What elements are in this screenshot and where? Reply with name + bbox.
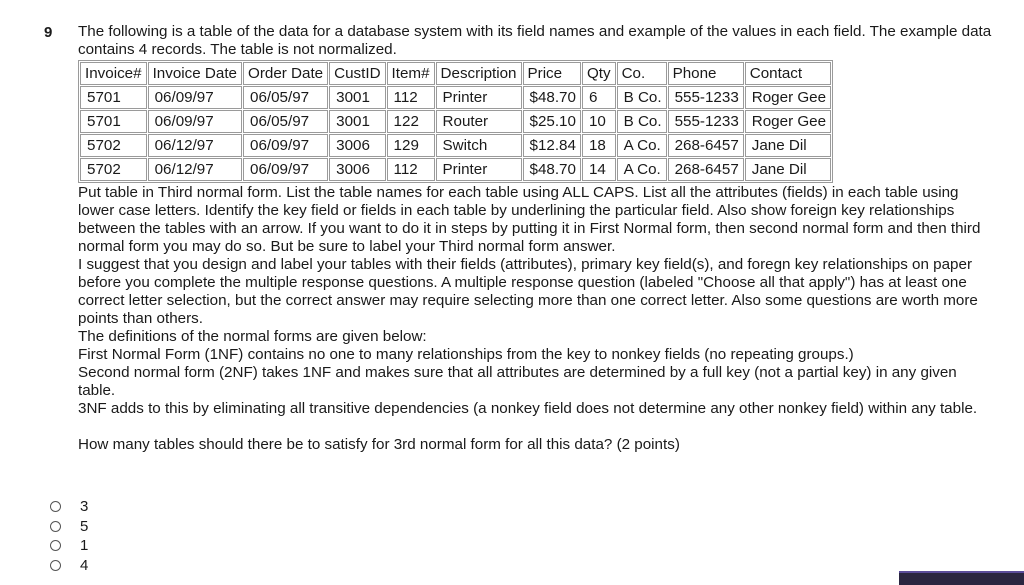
- instruction-paragraph: Put table in Third normal form. List the table names for each table using ALL CAPS. List all the attributes (fields) in each table using lower case letters. Identify the key field or fields in each table by underlining the particular field. Also show foreign key relationships between the tables with an arrow. If you want to do it in steps by putting it in First Normal form, then second normal form and then third normal form you may do so. But be sure to label your Third normal form answer.: [78, 184, 981, 255]
- table-cell: $12.84: [523, 134, 581, 157]
- table-cell: 3006: [329, 134, 385, 157]
- table-cell: 5701: [80, 110, 147, 133]
- column-header: Co.: [617, 62, 667, 85]
- question-prompt: How many tables should there be to satisfy for 3rd normal form for all this data? (2 points): [78, 436, 680, 453]
- table-cell: 3001: [329, 110, 385, 133]
- column-header: Description: [436, 62, 522, 85]
- table-cell: 268-6457: [668, 134, 744, 157]
- radio-button[interactable]: [50, 540, 61, 551]
- table-cell: $48.70: [523, 158, 581, 181]
- table-cell: 06/09/97: [148, 110, 242, 133]
- column-header: Qty: [582, 62, 616, 85]
- instruction-paragraph: 3NF adds to this by eliminating all transitive dependencies (a nonkey field does not determine any other nonkey field) within any table.: [78, 400, 978, 417]
- table-cell: Router: [436, 110, 522, 133]
- instruction-paragraph: I suggest that you design and label your tables with their fields (attributes), primary key field(s), and foregn key relationships on paper before you complete the multiple response questions. A multiple response question (labeled "Choose all that apply") has at least one correct letter selection, but the correct answer may require selecting more than one correct letter. Also some questions are worth more points than others.: [78, 256, 978, 327]
- answer-option[interactable]: [50, 497, 88, 517]
- table-cell: 06/09/97: [243, 158, 328, 181]
- option-label: 1: [80, 537, 89, 555]
- instruction-paragraph: Second normal form (2NF) takes 1NF and makes sure that all attributes are determined by a full key (not a partial key) in any given table.: [78, 364, 957, 399]
- table-cell: 112: [387, 86, 435, 109]
- table-cell: Roger Gee: [745, 86, 831, 109]
- table-cell: 14: [582, 158, 616, 181]
- table-cell: 18: [582, 134, 616, 157]
- column-header: Item#: [387, 62, 435, 85]
- table-cell: Jane Dil: [745, 158, 831, 181]
- table-cell: B Co.: [617, 110, 667, 133]
- column-header: Invoice Date: [148, 62, 242, 85]
- table-cell: A Co.: [617, 158, 667, 181]
- table-cell: $48.70: [523, 86, 581, 109]
- table-cell: Printer: [436, 86, 522, 109]
- table-cell: 5702: [80, 158, 147, 181]
- answer-option[interactable]: [50, 536, 88, 556]
- table-cell: 268-6457: [668, 158, 744, 181]
- option-label: 3: [80, 498, 89, 516]
- column-header: Order Date: [243, 62, 328, 85]
- instructions: [78, 184, 993, 418]
- table-cell: 122: [387, 110, 435, 133]
- question-intro: The following is a table of the data for a database system with its field names and example of the values in each field. The example data contains 4 records. The table is not normalized.: [78, 23, 992, 58]
- instruction-paragraph: First Normal Form (1NF) contains no one to many relationships from the key to nonkey fields (no repeating groups.): [78, 346, 854, 363]
- table-row: [80, 158, 831, 181]
- column-header: Price: [523, 62, 581, 85]
- table-cell: 5702: [80, 134, 147, 157]
- table-row: [80, 134, 831, 157]
- answer-option[interactable]: [50, 517, 88, 537]
- table-cell: 06/09/97: [243, 134, 328, 157]
- answer-options: [50, 497, 88, 575]
- table-header-row: [80, 62, 831, 85]
- table-body: [80, 86, 831, 181]
- table-cell: 6: [582, 86, 616, 109]
- table-cell: B Co.: [617, 86, 667, 109]
- table-cell: Roger Gee: [745, 110, 831, 133]
- column-header: Contact: [745, 62, 831, 85]
- column-header: CustID: [329, 62, 385, 85]
- table-cell: 5701: [80, 86, 147, 109]
- table-cell: 06/05/97: [243, 86, 328, 109]
- table-cell: 06/12/97: [148, 158, 242, 181]
- table-cell: Printer: [436, 158, 522, 181]
- radio-button[interactable]: [50, 521, 61, 532]
- question-number: 9: [44, 24, 53, 41]
- table-cell: A Co.: [617, 134, 667, 157]
- column-header: Phone: [668, 62, 744, 85]
- option-label: 4: [80, 556, 89, 574]
- instruction-paragraph: The definitions of the normal forms are given below:: [78, 328, 427, 345]
- table-cell: 555-1233: [668, 86, 744, 109]
- table-row: [80, 86, 831, 109]
- table-cell: 06/05/97: [243, 110, 328, 133]
- radio-button[interactable]: [50, 560, 61, 571]
- table-cell: 3006: [329, 158, 385, 181]
- table-cell: 112: [387, 158, 435, 181]
- table-cell: 555-1233: [668, 110, 744, 133]
- option-label: 5: [80, 517, 89, 535]
- table-cell: Switch: [436, 134, 522, 157]
- question-body: [78, 23, 993, 454]
- table-row: [80, 110, 831, 133]
- table-cell: 10: [582, 110, 616, 133]
- data-table: [78, 60, 833, 183]
- table-cell: Jane Dil: [745, 134, 831, 157]
- answer-option[interactable]: [50, 556, 88, 576]
- column-header: Invoice#: [80, 62, 147, 85]
- table-cell: 3001: [329, 86, 385, 109]
- table-cell: $25.10: [523, 110, 581, 133]
- radio-button[interactable]: [50, 501, 61, 512]
- table-cell: 06/12/97: [148, 134, 242, 157]
- table-cell: 06/09/97: [148, 86, 242, 109]
- table-cell: 129: [387, 134, 435, 157]
